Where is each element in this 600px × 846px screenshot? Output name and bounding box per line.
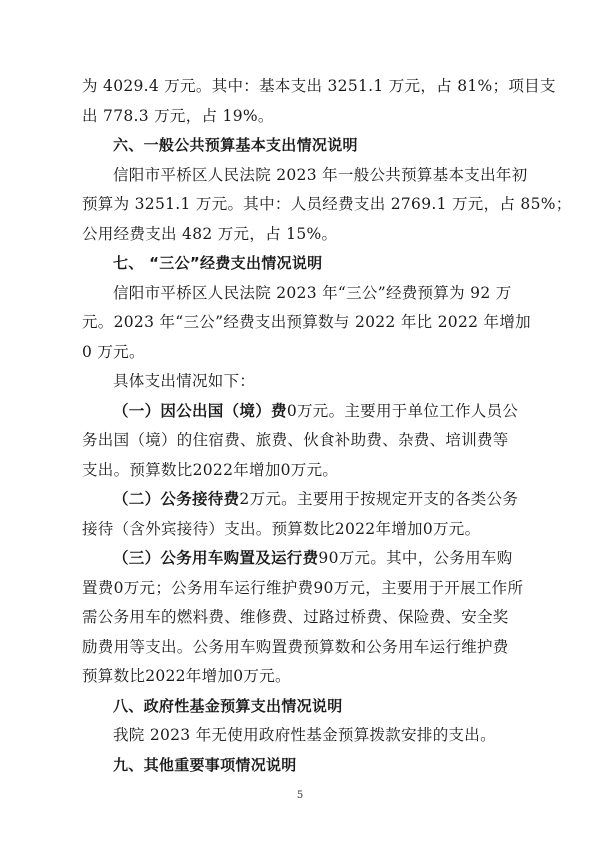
paragraph-line: 我院 2023 年无使用政府性基金预算拨款安排的支出。 [113, 726, 496, 744]
item-1-text: 0万元。主要用于单位工作人员公 [286, 401, 519, 420]
section-heading-8: 八、政府性基金预算支出情况说明 [113, 696, 343, 715]
page-number: 5 [296, 790, 304, 801]
paragraph-line: 需公务用车的燃料费、维修费、过路过桥费、保险费、安全奖 [82, 608, 509, 626]
paragraph-line: 出 778.3 万元，占 19%。 [82, 106, 274, 125]
item-2-line [82, 485, 522, 515]
paragraph-line: 预算为 3251.1 万元。其中：人员经费支出 2769.1 万元，占 85%； [82, 195, 572, 213]
paragraph-line: 置费0万元；公务用车运行维护费90万元，主要用于开展工作所 [82, 578, 524, 597]
paragraph-line: 信阳市平桥区人民法院 2023 年“三公”经费预算为 92 万 [113, 283, 512, 302]
paragraph-line: 0 万元。 [82, 342, 145, 361]
paragraph-line: 接待（含外宾接待）支出。预算数比2022年增加0万元。 [82, 519, 481, 538]
item-3-text: 90万元。其中，公务用车购 [318, 549, 513, 567]
document-body [82, 72, 572, 780]
item-3-title: （三）公务用车购置及运行费 [113, 549, 319, 567]
paragraph-line: 支出。预算数比2022年增加0万元。 [82, 460, 339, 479]
item-3-line [82, 544, 522, 574]
paragraph-line: 具体支出情况如下： [113, 372, 256, 390]
paragraph-line: 预算数比2022年增加0万元。 [82, 667, 291, 685]
paragraph-line: 务出国（境）的住宿费、旅费、伙食补助费、杂费、培训费等 [82, 431, 509, 449]
section-heading-6: 六、一般公共预算基本支出情况说明 [113, 136, 358, 154]
paragraph-line: 励费用等支出。公务用车购置费预算数和公务用车运行维护费 [82, 637, 509, 656]
item-1-title: （一）因公出国（境）费 [113, 401, 287, 420]
paragraph-line: 信阳市平桥区人民法院 2023 年一般公共预算基本支出年初 [113, 165, 528, 184]
item-1-line [82, 397, 522, 427]
paragraph-line: 为 4029.4 万元。其中：基本支出 3251.1 万元，占 81%；项目支 [82, 77, 556, 95]
section-heading-7: 七、 “三公”经费支出情况说明 [113, 254, 323, 272]
paragraph-line: 公用经费支出 482 万元，占 15%。 [82, 224, 338, 243]
paragraph-line: 元。2023 年“三公”经费支出预算数与 2022 年比 2022 年增加 [82, 313, 531, 331]
item-2-text: 2万元。主要用于按规定开支的各类公务 [239, 490, 519, 508]
item-2-title: （二）公务接待费 [113, 490, 240, 508]
section-heading-9: 九、其他重要事项情况说明 [113, 755, 297, 774]
